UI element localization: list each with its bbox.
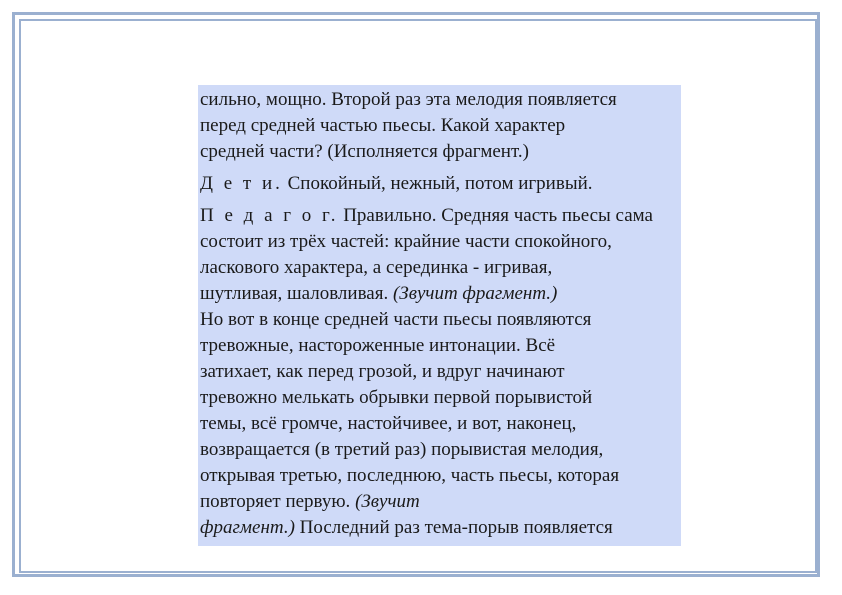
text-line: ласкового характера, а серединка - игривая, [200, 257, 553, 278]
speech-text: Последний раз тема-порыв появляется [294, 517, 613, 538]
text-line [200, 281, 681, 307]
stage-direction: (Звучит [355, 491, 420, 512]
text-line: возвращается (в третий раз) порывистая мелодия, [200, 439, 604, 460]
text-line [200, 171, 681, 197]
speech-text: Спокойный, нежный, потом игривый. [282, 173, 593, 194]
text-line: состоит из трёх частей: крайние части спокойного, [200, 231, 612, 252]
text-box [198, 85, 681, 546]
speaker-teacher: П е д а г о г. [200, 205, 339, 226]
paragraph-children [200, 171, 681, 197]
stage-direction: фрагмент.) [200, 517, 295, 538]
text-line: Но вот в конце средней части пьесы появляются [200, 309, 592, 330]
paragraph-teacher [200, 203, 681, 307]
text-line: тревожные, настороженные интонации. Всё [200, 335, 556, 356]
speaker-children: Д е т и. [200, 173, 283, 194]
text-line: темы, всё громче, настойчивее, и вот, наконец, [200, 413, 577, 434]
text-line: сильно, мощно. Второй раз эта мелодия появляется [200, 89, 617, 110]
paragraph-1 [200, 87, 681, 165]
text-line: тревожно мелькать обрывки первой порывистой [200, 387, 593, 408]
text-line: перед средней частью пьесы. Какой характер [200, 115, 566, 136]
text-line: средней части? (Исполняется фрагмент.) [200, 141, 529, 162]
speech-text: шутливая, шаловливая. [200, 283, 393, 304]
text-line [200, 515, 681, 541]
paragraph-4 [200, 307, 681, 541]
text-line: открывая третью, последнюю, часть пьесы, которая [200, 465, 620, 486]
text-line: затихает, как перед грозой, и вдруг начинают [200, 361, 565, 382]
text-line [200, 489, 681, 515]
speech-text: Правильно. Средняя часть пьесы сама [338, 205, 653, 226]
text-line [200, 203, 681, 229]
stage-direction: (Звучит фрагмент.) [392, 283, 558, 304]
speech-text: повторяет первую. [200, 491, 356, 512]
